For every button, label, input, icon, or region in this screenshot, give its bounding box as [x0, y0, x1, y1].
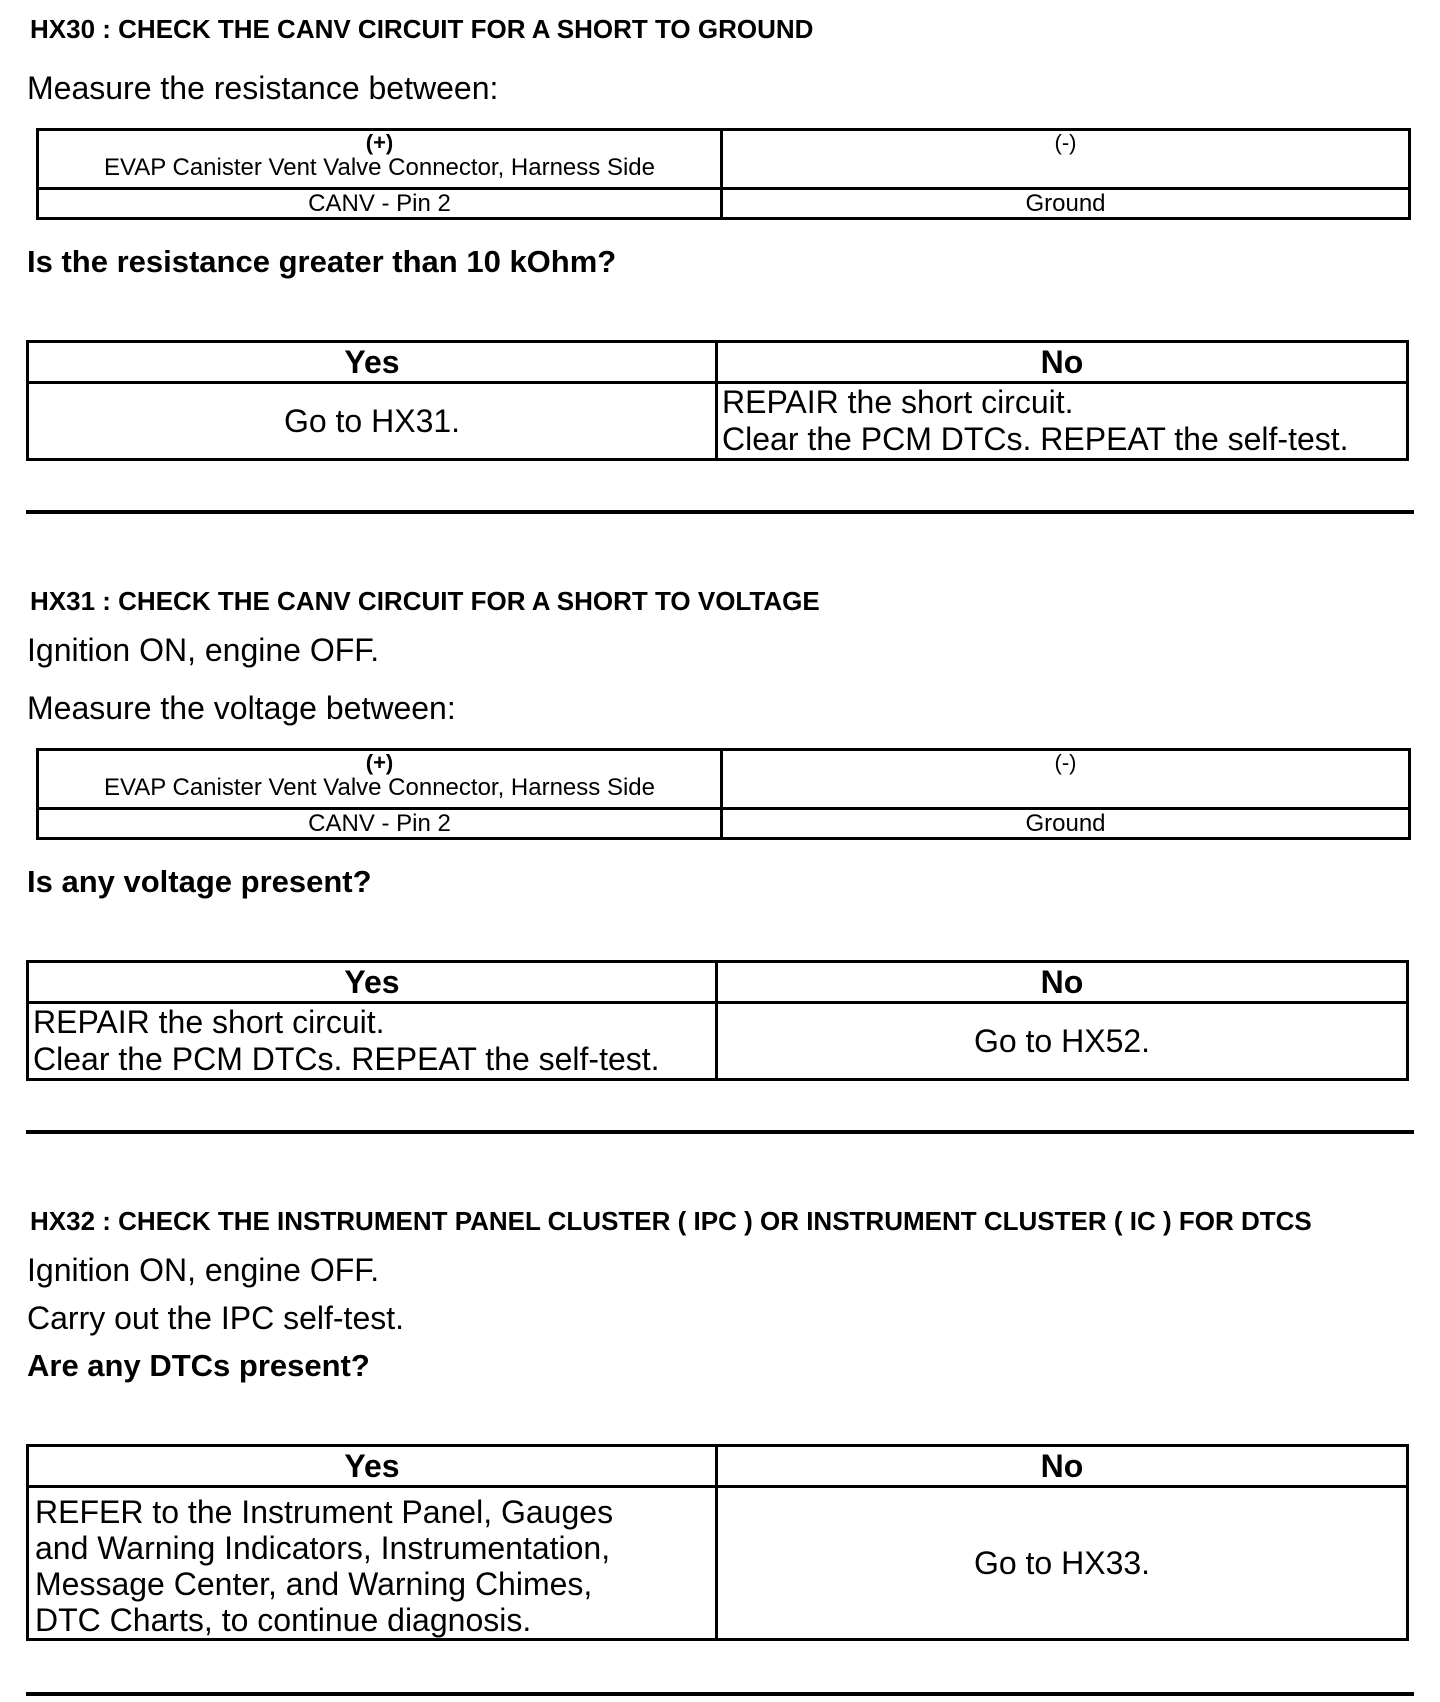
yes-action-line: Message Center, and Warning Chimes, — [35, 1566, 593, 1602]
section-divider — [26, 1692, 1414, 1696]
negative-probe-value: Ground — [722, 189, 1410, 219]
positive-probe-label: EVAP Canister Vent Valve Connector, Harness Side — [104, 154, 655, 181]
negative-probe-header — [722, 750, 1410, 809]
no-action-line: Go to HX52. — [973, 1022, 1151, 1059]
section-heading-hx30: HX30 : CHECK THE CANV CIRCUIT FOR A SHORT TO GROUND — [30, 14, 814, 44]
no-action — [717, 383, 1408, 460]
instruction-text: Measure the voltage between: — [27, 690, 456, 726]
yes-action — [28, 1487, 717, 1640]
no-action — [717, 1003, 1408, 1080]
positive-probe-value: CANV - Pin 2 — [38, 809, 722, 839]
positive-probe-header — [38, 750, 722, 809]
no-action-line: REPAIR the short circuit. — [722, 384, 1074, 420]
positive-probe-label: EVAP Canister Vent Valve Connector, Harness Side — [104, 774, 655, 801]
negative-sign: (-) — [1054, 750, 1077, 775]
yes-header: Yes — [28, 1446, 717, 1487]
yes-action-line: REFER to the Instrument Panel, Gauges — [35, 1494, 614, 1530]
question-text: Is the resistance greater than 10 kOhm? — [27, 244, 617, 279]
question-text: Are any DTCs present? — [27, 1348, 370, 1383]
no-header: No — [717, 342, 1408, 383]
positive-probe-header — [38, 130, 722, 189]
positive-sign: (+) — [365, 130, 394, 155]
instruction-text: Ignition ON, engine OFF. — [27, 632, 380, 668]
measurement-table-hx30 — [36, 128, 1411, 220]
positive-probe-value: CANV - Pin 2 — [38, 189, 722, 219]
negative-probe-value: Ground — [722, 809, 1410, 839]
section-divider — [26, 510, 1414, 514]
yes-header: Yes — [28, 342, 717, 383]
yes-no-table-hx30 — [26, 340, 1409, 461]
yes-action-line: and Warning Indicators, Instrumentation, — [35, 1530, 611, 1566]
section-heading-hx31: HX31 : CHECK THE CANV CIRCUIT FOR A SHORT TO VOLTAGE — [30, 586, 820, 616]
instruction-text: Measure the resistance between: — [27, 70, 499, 106]
no-action-line: Clear the PCM DTCs. REPEAT the self-test. — [722, 421, 1349, 457]
section-divider — [26, 1130, 1414, 1134]
question-text: Is any voltage present? — [27, 864, 372, 899]
section-heading-hx32: HX32 : CHECK THE INSTRUMENT PANEL CLUSTER ( IPC ) OR INSTRUMENT CLUSTER ( IC ) FOR DTCS — [30, 1206, 1312, 1236]
instruction-text: Carry out the IPC self-test. — [27, 1300, 405, 1336]
yes-action-line: DTC Charts, to continue diagnosis. — [35, 1602, 532, 1638]
yes-no-table-hx32 — [26, 1444, 1409, 1641]
yes-action-line: Go to HX31. — [283, 402, 461, 439]
no-action — [717, 1487, 1408, 1640]
yes-action-line: REPAIR the short circuit. — [33, 1004, 385, 1040]
positive-sign: (+) — [365, 750, 394, 775]
negative-sign: (-) — [1054, 130, 1077, 155]
yes-header: Yes — [28, 962, 717, 1003]
yes-action — [28, 383, 717, 460]
yes-action-line: Clear the PCM DTCs. REPEAT the self-test. — [33, 1041, 660, 1077]
negative-probe-header — [722, 130, 1410, 189]
no-header: No — [717, 1446, 1408, 1487]
yes-action — [28, 1003, 717, 1080]
instruction-text: Ignition ON, engine OFF. — [27, 1252, 380, 1288]
measurement-table-hx31 — [36, 748, 1411, 840]
no-action-line: Go to HX33. — [973, 1544, 1151, 1581]
yes-no-table-hx31 — [26, 960, 1409, 1081]
no-header: No — [717, 962, 1408, 1003]
